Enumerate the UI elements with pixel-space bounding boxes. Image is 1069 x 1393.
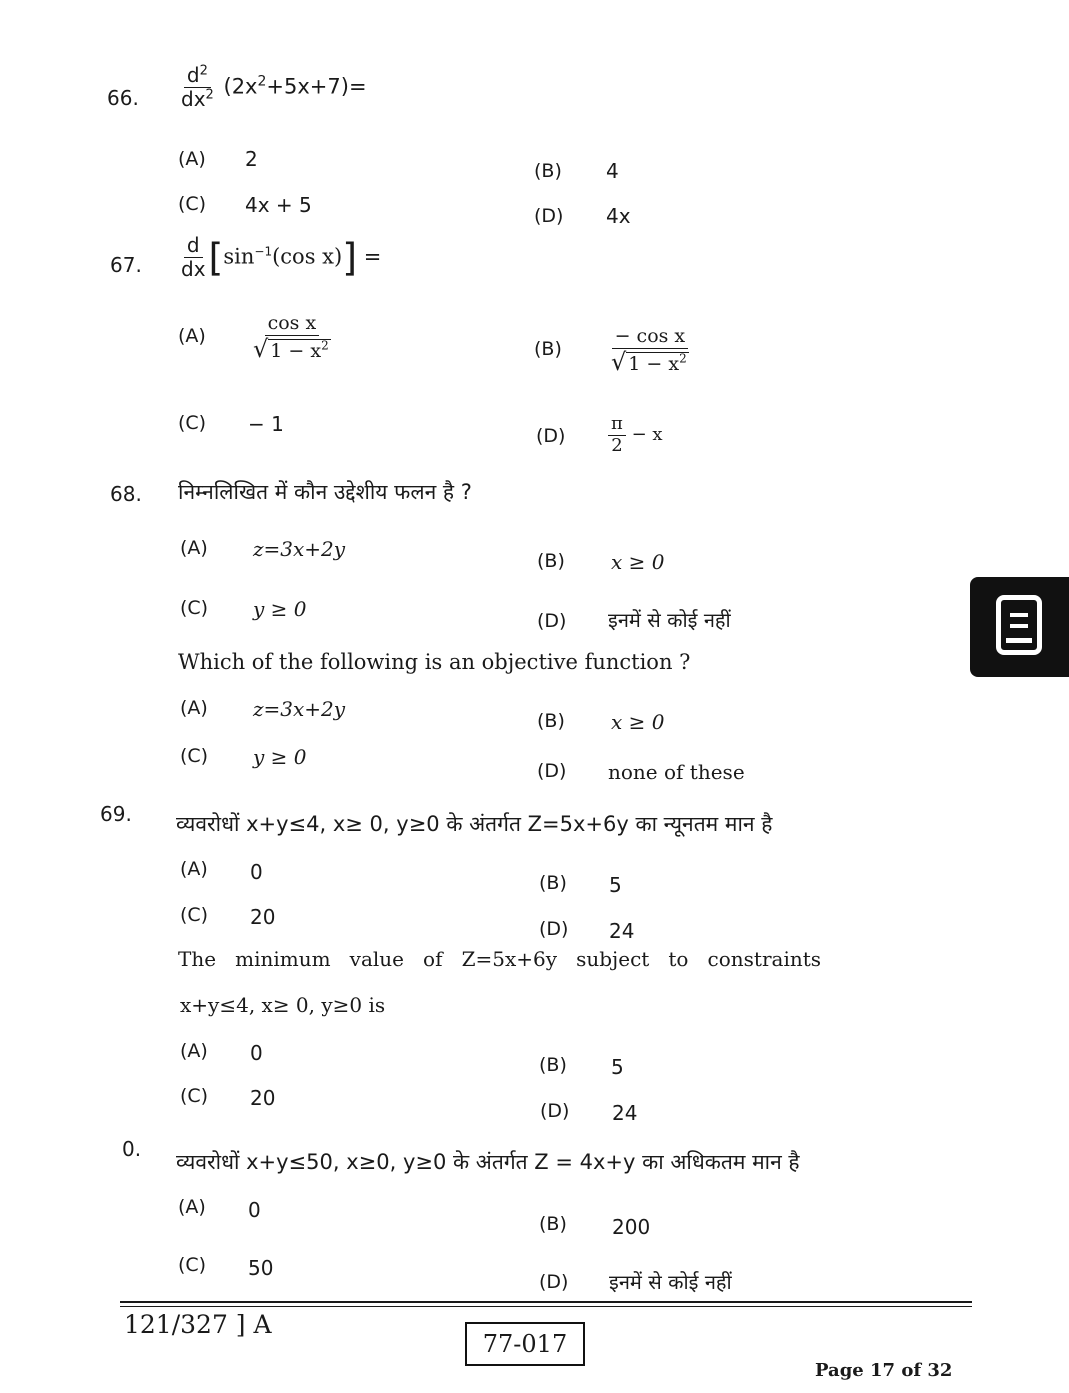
frac-den: 2	[611, 434, 623, 456]
question-number: 0.	[122, 1137, 142, 1161]
bookmark-icon	[996, 595, 1042, 655]
option-value: − 1	[248, 412, 284, 436]
option-label: (A)	[178, 325, 206, 347]
option-label: (B)	[539, 1213, 567, 1235]
frac-den-exp: 2	[205, 87, 214, 103]
option-label: (B)	[539, 872, 567, 894]
option-label: (C)	[178, 1254, 207, 1276]
question-text-english-line2: x+y≤4, x≥ 0, y≥0 is	[180, 993, 386, 1017]
question-66-math	[178, 64, 367, 111]
option-value: z=3x+2y	[253, 697, 346, 721]
option-label: (D)	[539, 918, 569, 940]
option-label: (D)	[539, 1271, 569, 1293]
page-number: Page 17 of 32	[815, 1360, 953, 1381]
option-value: 4x	[606, 204, 631, 228]
frac-den: dx	[181, 87, 206, 111]
option-value: x ≥ 0	[611, 710, 665, 734]
option-label: (C)	[180, 904, 209, 926]
question-text-english: Which of the following is an objective function ?	[178, 650, 691, 674]
frac-num: d	[186, 63, 200, 87]
frac-num: cos x	[265, 313, 320, 336]
frac-num: π	[608, 414, 626, 436]
frac-den-exp: 2	[321, 338, 329, 353]
option-value: 20	[250, 905, 276, 929]
frac-num: d	[184, 234, 203, 258]
option-value: 5	[611, 1055, 624, 1079]
frac-den: dx	[181, 257, 206, 281]
option-value: 50	[248, 1256, 274, 1280]
expr-exp: 2	[257, 73, 267, 90]
question-number: 69.	[100, 802, 132, 826]
option-value: 200	[612, 1215, 651, 1239]
option-label: (D)	[534, 205, 564, 227]
sin-inverse: −1	[254, 244, 273, 259]
question-number: 68.	[110, 482, 142, 506]
frac-tail: − x	[631, 424, 663, 446]
option-value: 4x + 5	[245, 193, 312, 217]
option-value: 4	[606, 159, 619, 183]
bookmark-line	[1010, 613, 1028, 617]
bookmark-line	[1006, 638, 1032, 643]
question-number: 67.	[110, 253, 142, 277]
option-label: (C)	[180, 1085, 209, 1107]
option-value: z=3x+2y	[253, 537, 346, 561]
option-label: (B)	[537, 550, 565, 572]
booklet-code: 77-017	[482, 1330, 568, 1358]
equals: =	[363, 244, 382, 269]
expr: (2x	[223, 74, 258, 99]
option-label: (C)	[180, 597, 209, 619]
expr-rest: +5x+7)=	[266, 74, 367, 99]
option-label: (A)	[180, 537, 208, 559]
option-label: (C)	[178, 412, 207, 434]
option-value: x ≥ 0	[611, 550, 665, 574]
question-67-math	[178, 234, 381, 281]
bookmark-button[interactable]	[970, 577, 1069, 677]
arg: (cos x)	[272, 244, 343, 269]
option-value: 0	[248, 1198, 261, 1222]
option-label: (A)	[180, 858, 208, 880]
frac-den: 1 − x	[270, 339, 322, 362]
frac-num: − cos x	[612, 326, 689, 349]
option-value: 0	[250, 1041, 263, 1065]
question-text-hindi: व्यवरोधों x+y≤4, x≥ 0, y≥0 के अंतर्गत Z=5x+6y का न्यूनतम मान है	[176, 812, 773, 836]
option-value: 20	[250, 1086, 276, 1110]
booklet-code-box	[465, 1322, 585, 1366]
option-label: (B)	[537, 710, 565, 732]
option-value: y ≥ 0	[253, 597, 307, 621]
option-label: (B)	[539, 1054, 567, 1076]
option-value-fraction	[608, 414, 663, 456]
option-label: (D)	[540, 1100, 570, 1122]
option-label: (C)	[180, 745, 209, 767]
paper-code: 121/327 ] A	[124, 1310, 272, 1339]
option-value: 24	[609, 919, 635, 943]
question-text-hindi: निम्नलिखित में कौन उद्देशीय फलन है ?	[178, 480, 472, 504]
option-label: (B)	[534, 160, 562, 182]
sqrt-icon: √	[253, 334, 269, 363]
question-text-english-line1: The minimum value of Z=5x+6y subject to constraints	[178, 947, 822, 971]
option-label: (C)	[178, 193, 207, 215]
option-label: (D)	[537, 610, 567, 632]
sqrt-icon: √	[611, 347, 627, 376]
right-bracket: ]	[342, 235, 358, 280]
question-number: 66.	[107, 86, 139, 110]
option-label: (A)	[180, 697, 208, 719]
option-value: 5	[609, 873, 622, 897]
option-label: (D)	[536, 425, 566, 447]
option-label: (A)	[180, 1040, 208, 1062]
option-value: y ≥ 0	[253, 745, 307, 769]
bookmark-line	[1010, 624, 1028, 628]
option-label: (D)	[537, 760, 567, 782]
frac-den: 1 − x	[628, 352, 680, 375]
option-value: इनमें से कोई नहीं	[608, 608, 731, 632]
footer-rule-bottom	[120, 1306, 972, 1307]
frac-num-exp: 2	[199, 63, 208, 79]
frac-den-exp: 2	[679, 351, 687, 366]
option-value: 0	[250, 860, 263, 884]
option-label: (A)	[178, 1196, 206, 1218]
option-value: 24	[612, 1101, 638, 1125]
option-label: (B)	[534, 338, 562, 360]
footer-rule-top	[120, 1301, 972, 1303]
left-bracket: [	[208, 235, 224, 280]
option-value-fraction	[250, 313, 334, 363]
option-value-fraction	[608, 326, 692, 376]
option-value: none of these	[608, 760, 745, 784]
sin: sin	[223, 244, 255, 269]
option-value: इनमें से कोई नहीं	[609, 1270, 732, 1294]
option-label: (A)	[178, 148, 206, 170]
option-value: 2	[245, 147, 258, 171]
question-text-hindi: व्यवरोधों x+y≤50, x≥0, y≥0 के अंतर्गत Z = 4x+y का अधिकतम मान है	[176, 1150, 800, 1174]
